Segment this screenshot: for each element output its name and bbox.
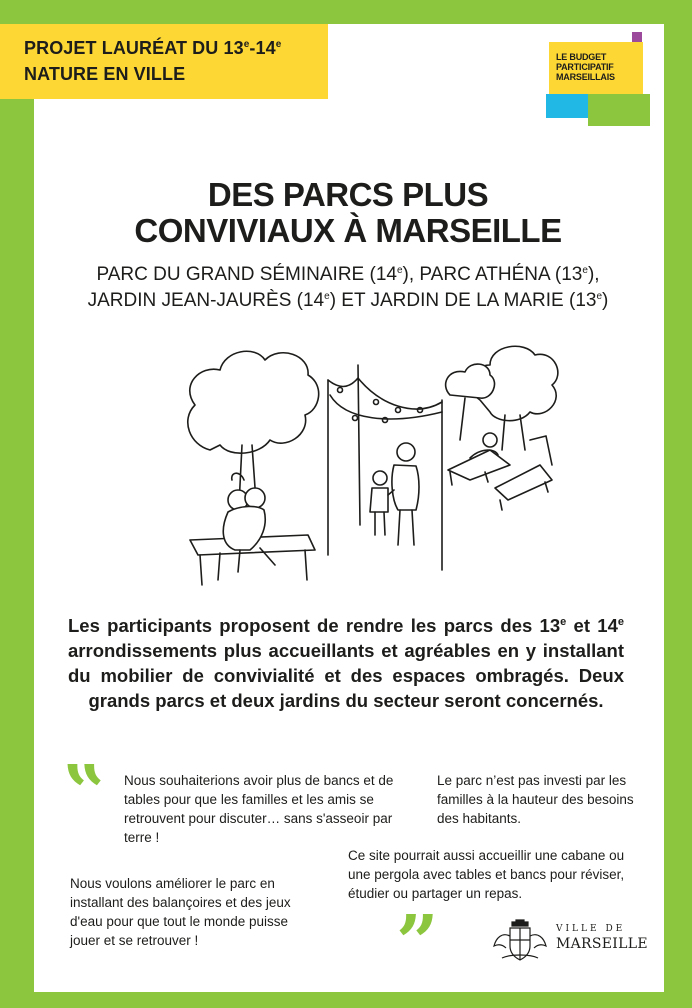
tree-right-illustration [446,346,558,450]
badge-line-1: PROJET LAURÉAT DU 13e-14e [24,38,282,58]
page-title-line-2: CONVIVIAUX À MARSEILLE [134,212,562,249]
budget-participatif-logo [546,30,650,126]
logo-cyan-block [546,94,588,118]
bench-couple-illustration [190,488,315,585]
ville-de-marseille-logo [490,918,648,962]
quote-swings: Nous voulons améliorer le parc en installant des balançoires et des jeux d'eau pour que tout le monde puisse jouer et se retrouver ! [70,876,291,948]
marseille-crest-icon [490,918,550,962]
laureate-badge [0,24,328,99]
close-quote-icon: ” [396,900,439,986]
logo-text: LE BUDGET PARTICIPATIF MARSEILLAIS [556,52,615,82]
project-summary: Les participants proposent de rendre les parcs des 13e et 14e arrondissements plus accueillants et agréables en y installant du mobilier de convivialité et des espaces ombragés. Deux grands parcs et deux jardins du secteur seront concernés. [68,615,624,711]
quote-families: Le parc n’est pas investi par les familles à la hauteur des besoins des habitants. [437,773,634,826]
frame-top [0,0,692,24]
quote-benches: Nous souhaiterions avoir plus de bancs et de tables pour que les familles et les amis se retrouvent pour discuter… sans s'asseoir par terre ! [124,773,394,845]
logo-green-block [588,94,650,126]
quote-pergola: Ce site pourrait aussi accueillir une cabane ou une pergola avec tables et bancs pour réviser, étudier ou partager un repas. [348,848,625,901]
subtitle-line-1: PARC DU GRAND SÉMINAIRE (14e), PARC ATHÉNA (13e), [96,264,600,285]
parent-child-illustration [370,443,419,545]
frame-left [0,0,34,1008]
city-logo-line-2: MARSEILLE [556,936,648,952]
frame-right [664,0,692,1008]
subtitle-line-2: JARDIN JEAN-JAURÈS (14e) ET JARDIN DE LA MARIE (13e) [87,290,609,311]
page-title-line-1: DES PARCS PLUS [207,176,489,213]
open-quote-icon: ‟ [64,750,107,836]
logo-purple-square [632,32,642,42]
park-illustration [180,340,560,590]
city-logo-line-1: VILLE DE [556,924,626,934]
lounge-chairs-illustration [448,433,552,510]
badge-line-2: NATURE EN VILLE [24,64,186,84]
string-lights-illustration [328,365,442,570]
frame-bottom [0,992,692,1008]
